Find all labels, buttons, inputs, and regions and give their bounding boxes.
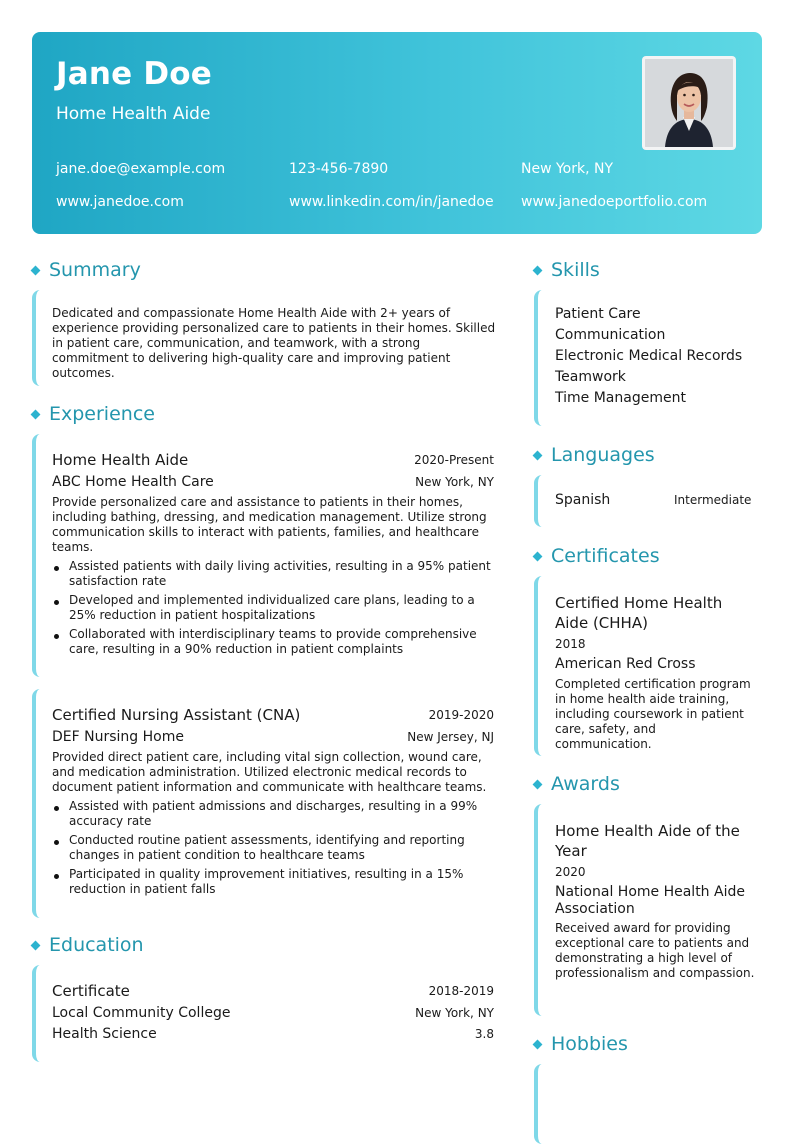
experience-heading-label: Experience	[49, 403, 155, 425]
portfolio-link[interactable]: www.janedoeportfolio.com	[521, 194, 708, 210]
award-issuer: National Home Health Aide Association	[555, 884, 745, 917]
certificate-description: Completed certification program in home health aide training, including coursework in patient care, safety, and communication.	[555, 677, 751, 751]
experience-heading	[32, 403, 155, 425]
achievement-item: Assisted patients with daily living activities, resulting in a 95% patient satisfaction rate	[52, 559, 492, 589]
skill-item: Time Management	[555, 390, 686, 406]
languages-block	[534, 475, 760, 527]
languages-heading-label: Languages	[551, 444, 655, 466]
job-company: DEF Nursing Home	[52, 729, 184, 745]
job-description: Provide personalized care and assistance to patients in their homes, including bathing, dressing, and medication management. Utilize strong communication skills to interact with patients, families, and healthcare teams.	[52, 495, 487, 554]
education-heading	[32, 934, 144, 956]
skills-block	[534, 290, 760, 426]
awards-heading	[534, 773, 620, 795]
phone-number[interactable]: 123-456-7890	[289, 161, 389, 177]
achievement-item: Assisted with patient admissions and discharges, resulting in a 99% accuracy rate	[52, 799, 492, 829]
education-field: Health Science	[52, 1026, 157, 1042]
diamond-icon	[31, 940, 41, 950]
diamond-icon	[31, 409, 41, 419]
resume-header	[32, 32, 762, 234]
profile-photo-illustration	[645, 59, 733, 147]
skill-item: Patient Care	[555, 306, 641, 322]
skills-heading	[534, 259, 600, 281]
skill-item: Teamwork	[555, 369, 626, 385]
certificates-heading-label: Certificates	[551, 545, 660, 567]
diamond-icon	[533, 265, 543, 275]
summary-heading	[32, 259, 141, 281]
award-description: Received award for providing exceptional care to patients and demonstrating a high level of professionalism and compassion.	[555, 921, 755, 980]
job-title: Home Health Aide	[56, 104, 211, 124]
job-company: ABC Home Health Care	[52, 474, 214, 490]
languages-heading	[534, 444, 655, 466]
diamond-icon	[31, 265, 41, 275]
award-name: Home Health Aide of the Year	[555, 822, 740, 860]
job-description: Provided direct patient care, including vital sign collection, wound care, and medication administration. Utilized electronic medical records to document patient information and communicate with healthcare teams.	[52, 750, 487, 794]
certificates-heading	[534, 545, 660, 567]
hobbies-heading	[534, 1033, 628, 1055]
job-dates: 2020-Present	[414, 453, 494, 467]
language-level: Intermediate	[674, 493, 752, 507]
skill-item: Electronic Medical Records	[555, 348, 743, 364]
language-name: Spanish	[555, 492, 611, 508]
award-item	[534, 804, 760, 1016]
candidate-name: Jane Doe	[56, 56, 212, 92]
achievement-item: Participated in quality improvement initiatives, resulting in a 15% reduction in patient falls	[52, 867, 492, 897]
job-achievements	[52, 559, 492, 661]
achievement-item: Developed and implemented individualized care plans, leading to a 25% reduction in patient hospitalizations	[52, 593, 492, 623]
summary-text: Dedicated and compassionate Home Health Aide with 2+ years of experience providing personalized care to patients in their homes. Skilled in patient care, communication, and teamwork, with a strong commitment to delivering high-quality care and improving patient outcomes.	[52, 306, 496, 380]
education-item	[32, 965, 498, 1062]
award-year: 2020	[555, 865, 586, 879]
education-degree: Certificate	[52, 982, 130, 1000]
job-dates: 2019-2020	[428, 708, 494, 722]
certificate-item	[534, 576, 760, 756]
diamond-icon	[533, 779, 543, 789]
awards-heading-label: Awards	[551, 773, 620, 795]
education-school: Local Community College	[52, 1005, 231, 1021]
job-location: New Jersey, NJ	[407, 730, 494, 744]
hobbies-heading-label: Hobbies	[551, 1033, 628, 1055]
job-achievements	[52, 799, 492, 901]
job-location: New York, NY	[415, 475, 494, 489]
education-dates: 2018-2019	[428, 984, 494, 998]
certificate-issuer: American Red Cross	[555, 656, 696, 672]
education-gpa: 3.8	[474, 1027, 494, 1041]
experience-item	[32, 434, 498, 677]
summary-block	[32, 290, 498, 386]
job-role: Home Health Aide	[52, 451, 189, 469]
certificate-name: Certified Home Health Aide (CHHA)	[555, 594, 723, 632]
experience-item	[32, 689, 498, 918]
skills-list	[555, 304, 742, 409]
certificate-year: 2018	[555, 637, 586, 651]
achievement-item: Conducted routine patient assessments, identifying and reporting changes in patient condition to healthcare teams	[52, 833, 492, 863]
education-heading-label: Education	[49, 934, 144, 956]
skills-heading-label: Skills	[551, 259, 600, 281]
linkedin-link[interactable]: www.linkedin.com/in/janedoe	[289, 194, 494, 210]
location: New York, NY	[521, 161, 614, 177]
summary-heading-label: Summary	[49, 259, 141, 281]
email-link[interactable]: jane.doe@example.com	[56, 161, 226, 177]
profile-photo	[642, 56, 736, 150]
diamond-icon	[533, 1039, 543, 1049]
skill-item: Communication	[555, 327, 666, 343]
diamond-icon	[533, 551, 543, 561]
education-location: New York, NY	[415, 1006, 494, 1020]
diamond-icon	[533, 450, 543, 460]
job-role: Certified Nursing Assistant (CNA)	[52, 706, 301, 724]
achievement-item: Collaborated with interdisciplinary teams to provide comprehensive care, resulting in a 90% reduction in patient complaints	[52, 627, 492, 657]
hobbies-block	[534, 1064, 760, 1144]
website-link[interactable]: www.janedoe.com	[56, 194, 184, 210]
